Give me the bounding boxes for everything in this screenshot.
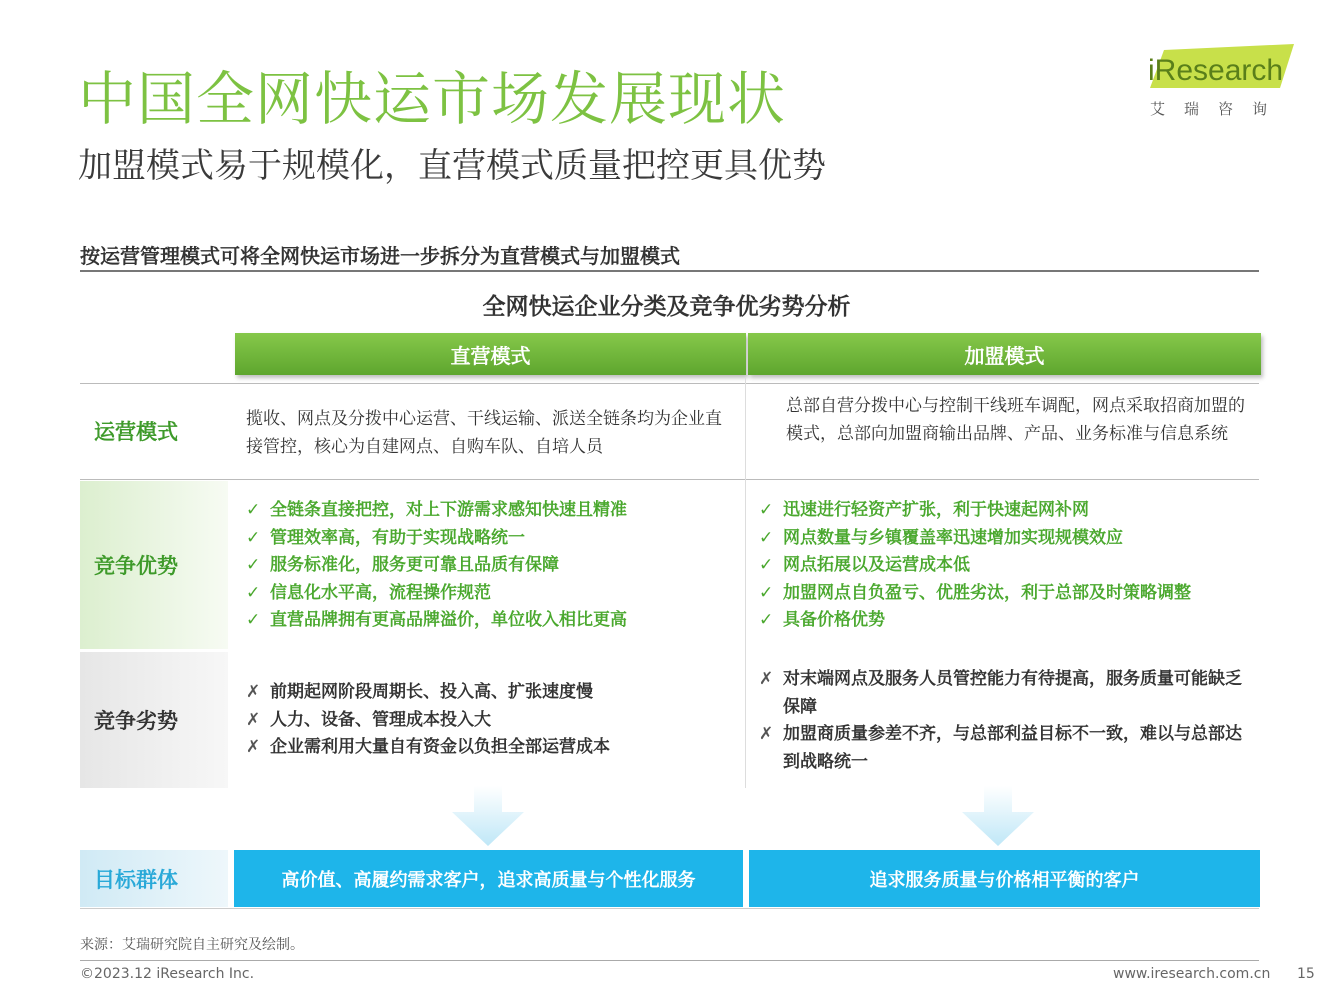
cell-operation-direct: 揽收、网点及分拨中心运营、干线运输、派送全链条均为企业直接管控，核心为自建网点、自购车队、自培人员 — [246, 409, 722, 457]
list-item: ✓ 加盟网点自负盈亏、优胜劣汰，利于总部及时策略调整 — [759, 580, 1254, 608]
list-item: ✓ 信息化水平高，流程操作规范 — [246, 580, 741, 608]
list-item: ✗ 对末端网点及服务人员管控能力有待提高，服务质量可能缺乏保障 — [759, 666, 1254, 721]
footer-divider — [80, 960, 1259, 961]
list-item: ✓ 直营品牌拥有更高品牌溢价，单位收入相比更高 — [246, 607, 741, 635]
cross-icon: ✗ — [759, 669, 774, 689]
list-item: ✗ 前期起网阶段周期长、投入高、扩张速度慢 — [246, 679, 741, 707]
row-label-advantages: 竞争优势 — [80, 481, 228, 649]
logo-wordmark: iResearch — [1148, 54, 1284, 87]
check-icon: ✓ — [759, 582, 774, 603]
logo-chinese: 艾瑞咨询 — [1150, 100, 1287, 118]
section-heading: 按运营管理模式可将全网快运市场进一步拆分为直营模式与加盟模式 — [80, 244, 680, 268]
check-icon: ✓ — [246, 500, 261, 520]
row-label-disadvantages: 竞争劣势 — [80, 652, 228, 788]
advantages-franchise-list — [759, 497, 1254, 635]
check-icon: ✓ — [246, 555, 261, 575]
disadvantages-franchise-list — [759, 666, 1254, 776]
row-label-target: 目标群体 — [80, 850, 228, 907]
down-arrow-icon — [452, 786, 524, 846]
list-item: ✓ 迅速进行轻资产扩张，利于快速起网补网 — [759, 497, 1254, 525]
cell-operation-franchise: 总部自营分拨中心与控制干线班车调配，网点采取招商加盟的模式，总部向加盟商输出品牌、产品、业务标准与信息系统 — [786, 396, 1245, 444]
check-icon: ✓ — [246, 610, 261, 630]
advantages-direct-list — [246, 497, 741, 635]
row-divider — [80, 383, 1259, 384]
target-direct: 高价值、高履约需求客户，追求高质量与个性化服务 — [234, 850, 743, 907]
list-item: ✓ 服务标准化，服务更可靠且品质有保障 — [246, 552, 741, 580]
column-divider — [745, 378, 746, 788]
check-icon: ✓ — [246, 582, 261, 603]
cross-icon: ✗ — [246, 709, 261, 730]
cross-icon: ✗ — [246, 682, 261, 702]
disadvantages-direct-list — [246, 679, 741, 762]
list-item: ✓ 网点数量与乡镇覆盖率迅速增加实现规模效应 — [759, 525, 1254, 553]
row-divider — [80, 908, 1259, 909]
divider — [80, 270, 1259, 272]
page-subtitle: 加盟模式易于规模化，直营模式质量把控更具优势 — [78, 146, 826, 186]
row-divider — [80, 479, 1259, 480]
column-header-franchise: 加盟模式 — [748, 333, 1261, 375]
table-title: 全网快运企业分类及竞争优劣势分析 — [482, 294, 851, 320]
check-icon: ✓ — [759, 500, 774, 520]
cross-icon: ✗ — [759, 724, 774, 744]
website-link[interactable]: www.iresearch.com.cn — [1113, 966, 1271, 982]
check-icon: ✓ — [759, 555, 774, 575]
copyright: ©2023.12 iResearch Inc. — [80, 966, 255, 982]
row-label-operation: 运营模式 — [94, 420, 178, 444]
page-number: 15 — [1297, 966, 1315, 982]
down-arrow-icon — [962, 786, 1034, 846]
check-icon: ✓ — [246, 527, 261, 548]
check-icon: ✓ — [759, 527, 774, 548]
list-item: ✓ 具备价格优势 — [759, 607, 1254, 635]
page-title: 中国全网快运市场发展现状 — [78, 65, 787, 133]
list-item: ✓ 管理效率高，有助于实现战略统一 — [246, 525, 741, 553]
list-item: ✗ 人力、设备、管理成本投入大 — [246, 707, 741, 735]
list-item: ✗ 加盟商质量参差不齐，与总部利益目标不一致，难以与总部达到战略统一 — [759, 721, 1254, 776]
list-item: ✓ 全链条直接把控，对上下游需求感知快速且精准 — [246, 497, 741, 525]
list-item: ✗ 企业需利用大量自有资金以负担全部运营成本 — [246, 734, 741, 762]
iresearch-logo — [1146, 42, 1296, 122]
column-header-direct: 直营模式 — [235, 333, 746, 375]
list-item: ✓ 网点拓展以及运营成本低 — [759, 552, 1254, 580]
target-franchise: 追求服务质量与价格相平衡的客户 — [749, 850, 1260, 907]
source-note: 来源：艾瑞研究院自主研究及绘制。 — [80, 937, 304, 953]
cross-icon: ✗ — [246, 737, 261, 757]
check-icon: ✓ — [759, 610, 774, 630]
